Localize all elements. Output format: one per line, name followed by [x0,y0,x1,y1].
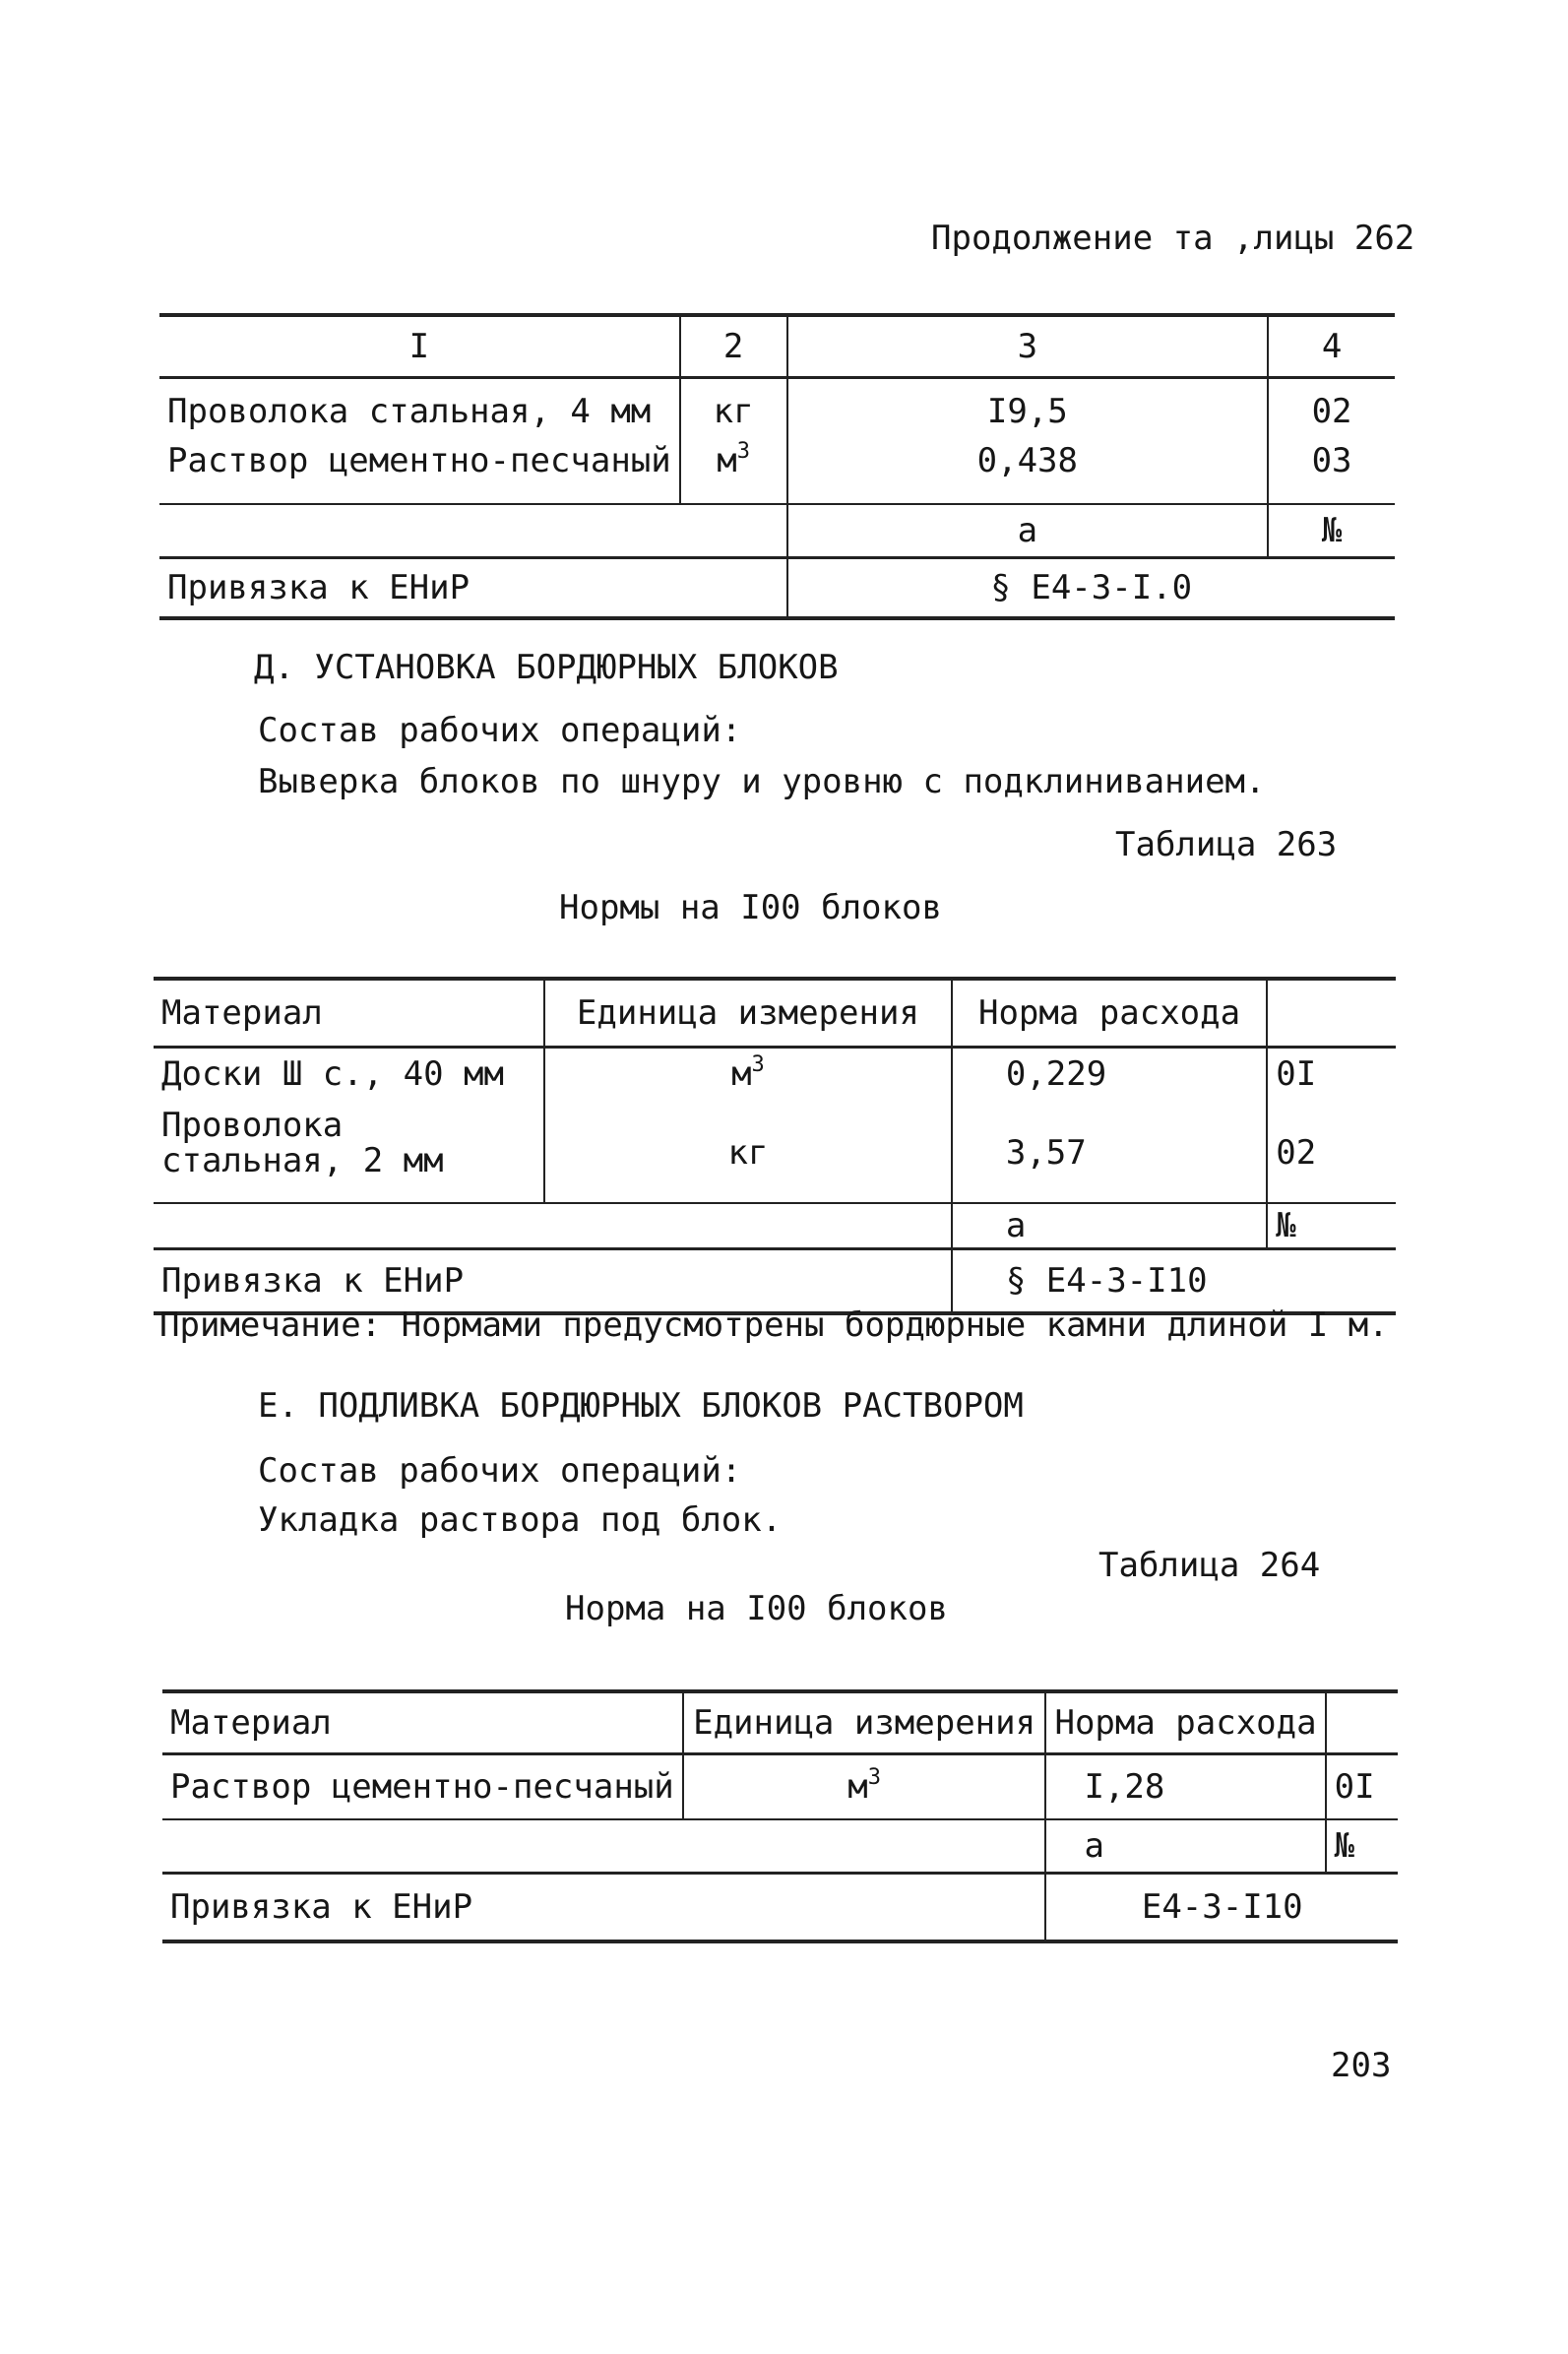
value-cell [787,378,1269,505]
suffix-row [154,1203,1396,1249]
norm-value: 0,438 [976,441,1078,480]
unit: кг [727,1133,769,1173]
unit: м [847,1767,868,1807]
table-263-note: Примечание: Нормами предусмотрены бордюрные камни длиной I м. [159,1305,1389,1345]
material-name: Доски Ш с., 40 мм [161,1054,504,1094]
code-cell [1268,378,1395,505]
table-264-caption: Норма на I00 блоков [565,1589,948,1628]
continuation-header: Продолжение та ,лицы 262 [931,219,1415,258]
section-d-title: Д. УСТАНОВКА БОРДЮРНЫХ БЛОКОВ [254,648,839,687]
col-header: 3 [787,315,1269,378]
unit: м [717,441,737,480]
col-header: Материал [154,979,544,1048]
unit-cell [544,1048,952,1204]
section-d-ops-text: Выверка блоков по шнуру и уровню с подклиниванием. [258,762,1266,801]
section-e-ops-label: Состав рабочих операций: [258,1451,742,1491]
value-cell [952,1048,1267,1204]
col-header: I [159,315,680,378]
ref-value: § Е4-3-I10 [952,1249,1396,1314]
material-name: Раствор цементно-песчаный [162,1754,683,1820]
reference-row [159,558,1395,619]
row-code: 0I [1276,1054,1317,1094]
suffix-label: а [787,504,1269,558]
table-263-label: Таблица 263 [1115,825,1338,864]
material-name: Раствор цементно-песчаный [167,441,671,480]
table-263-caption: Нормы на I00 блоков [559,888,942,927]
unit-cell [683,1754,1046,1820]
table-header-row [162,1691,1398,1754]
reference-row [162,1874,1398,1942]
table-body-row [159,378,1395,505]
unit-superscript: 3 [736,439,750,464]
unit: кг [713,392,754,431]
col-header: Единица измерения [683,1691,1046,1754]
suffix-label: а [952,1203,1267,1249]
col-header: Единица измерения [544,979,952,1048]
ref-value: § Е4-3-I.0 [787,558,1395,619]
suffix-num: № [1326,1819,1398,1874]
section-d-ops-label: Состав рабочих операций: [258,711,742,750]
material-name: Проволока стальная, 4 мм [167,392,652,431]
section-e-ops-text: Укладка раствора под блок. [258,1500,783,1540]
unit-superscript: 3 [867,1765,881,1790]
table-body-row [154,1048,1396,1204]
suffix-num: № [1267,1203,1396,1249]
material-name: Проволока стальная, 2 мм [161,1106,444,1180]
code-cell [1267,1048,1396,1204]
row-code: 03 [1311,441,1352,480]
page-number: 203 [1331,2046,1392,2085]
col-header: Материал [162,1691,683,1754]
ref-value: Е4-3-I10 [1045,1874,1398,1942]
reference-row [154,1249,1396,1314]
table-header-row [154,979,1396,1048]
col-header [1326,1691,1398,1754]
unit-superscript: 3 [751,1052,765,1077]
ref-label: Привязка к ЕНиР [159,558,787,619]
table-263 [154,977,1396,1315]
unit: м [731,1054,752,1094]
row-code: 02 [1276,1133,1317,1173]
row-code: 02 [1311,392,1352,431]
table-264 [162,1689,1398,1943]
norm-value: 0,229 [1005,1054,1107,1094]
ref-label: Привязка к ЕНиР [154,1249,952,1314]
norm-value: I,28 [1045,1754,1325,1820]
norm-value: I9,5 [986,392,1068,431]
suffix-row [159,504,1395,558]
suffix-num: № [1268,504,1395,558]
section-e-title: Е. ПОДЛИВКА БОРДЮРНЫХ БЛОКОВ РАСТВОРОМ [258,1386,1024,1426]
suffix-label: а [1045,1819,1325,1874]
ref-label: Привязка к ЕНиР [162,1874,1045,1942]
col-header [1267,979,1396,1048]
suffix-row [162,1819,1398,1874]
col-header: 2 [680,315,787,378]
col-header: Норма расхода [1045,1691,1325,1754]
table-262 [159,313,1395,620]
table-264-label: Таблица 264 [1098,1546,1321,1585]
material-cell [159,378,680,505]
material-cell [154,1048,544,1204]
table-header-row [159,315,1395,378]
row-code: 0I [1326,1754,1398,1820]
col-header: 4 [1268,315,1395,378]
col-header: Норма расхода [952,979,1267,1048]
table-body-row [162,1754,1398,1820]
unit-cell [680,378,787,505]
norm-value: 3,57 [1005,1133,1087,1173]
